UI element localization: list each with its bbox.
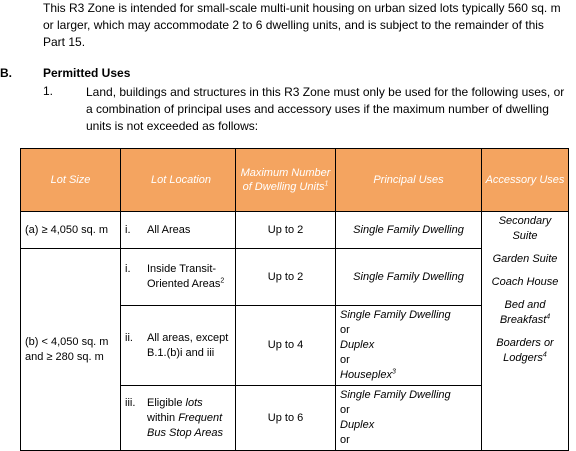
- lot-location-cell: [121, 386, 236, 451]
- principal-houseplex: Houseplex: [340, 369, 392, 381]
- principal-use-line: Duplex: [340, 339, 375, 351]
- location-text: [147, 396, 231, 441]
- accessory-coach-house: Coach House: [491, 276, 559, 288]
- accessory-garden-suite: Garden Suite: [492, 253, 558, 265]
- accessory-bed-and-breakfast: [486, 298, 564, 328]
- header-lot-location: Lot Location: [121, 149, 236, 212]
- principal-or: or: [340, 354, 350, 366]
- location-lots: lots: [185, 396, 203, 409]
- accessory-bnb-label: Bed and Breakfast: [499, 299, 547, 326]
- principal-or: or: [340, 404, 350, 416]
- lot-location-cell: [121, 306, 236, 386]
- max-units-cell: Up to 2: [236, 212, 336, 249]
- table-row: [21, 212, 569, 249]
- location-text: All Areas: [147, 223, 191, 236]
- principal-uses-cell: Single Family Dwelling: [336, 249, 482, 306]
- footnote-1: 1: [324, 180, 329, 188]
- header-principal-uses: Principal Uses: [336, 149, 482, 212]
- principal-use-line: [340, 368, 477, 383]
- location-pre: Eligible: [147, 396, 186, 409]
- footnote-4b: 4: [542, 351, 547, 359]
- location-label: Inside Transit-Oriented Areas: [147, 263, 221, 290]
- principal-uses-cell: [336, 386, 482, 451]
- location-number: i.: [125, 263, 131, 275]
- footnote-3: 3: [391, 368, 396, 376]
- table-header-row: [21, 149, 569, 212]
- principal-use-line: Single Family Dwelling: [340, 309, 451, 321]
- location-mid: within: [147, 411, 179, 424]
- location-number: ii.: [125, 331, 133, 344]
- lot-size-cell: (b) < 4,050 sq. m and ≥ 280 sq. m: [21, 249, 121, 451]
- header-max-units: [236, 149, 336, 212]
- location-number: i.: [125, 223, 131, 236]
- item-number: 1.: [43, 84, 54, 98]
- accessory-secondary-suite: Secondary Suite: [498, 215, 552, 242]
- section-letter: B.: [0, 66, 12, 80]
- accessory-boarders-label: Boarders or Lodgers: [496, 337, 554, 364]
- header-accessory-uses: Accessory Uses: [482, 149, 569, 212]
- location-number: iii.: [125, 396, 136, 409]
- section-title: Permitted Uses: [43, 66, 131, 80]
- header-max-units-label: Maximum Number of Dwelling Units: [240, 167, 331, 193]
- item-text: Land, buildings and structures in this R3 Zone must only be used for the following uses, or a combination of principal uses and accessory uses if the maximum number of dwelling units is not exceeded as follows:: [86, 85, 565, 133]
- header-lot-size: Lot Size: [21, 149, 121, 212]
- max-units-cell: Up to 2: [236, 249, 336, 306]
- location-text: [147, 262, 231, 292]
- lot-location-cell: [121, 212, 236, 249]
- lot-size-cell: (a) ≥ 4,050 sq. m: [21, 212, 121, 249]
- location-fbs: Frequent Bus Stop Areas: [147, 411, 224, 439]
- principal-uses-cell: Single Family Dwelling: [336, 212, 482, 249]
- intro-paragraph: This R3 Zone is intended for small-scale multi-unit housing on urban sized lots typically 560 sq. m or larger, which may accommodate 2 to 6 dwelling units, and is subject to the remainder of this Part 15.: [43, 1, 561, 49]
- accessory-boarders: [486, 336, 564, 366]
- location-text: All areas, except B.1.(b)i and iii: [147, 331, 229, 359]
- footnote-2: 2: [220, 277, 225, 285]
- principal-use-line: Single Family Dwelling: [340, 389, 451, 401]
- max-units-cell: Up to 6: [236, 386, 336, 451]
- principal-or: or: [340, 434, 350, 446]
- permitted-uses-table: [20, 148, 569, 451]
- footnote-4: 4: [546, 313, 551, 321]
- lot-location-cell: [121, 249, 236, 306]
- principal-or: or: [340, 324, 350, 336]
- principal-use-line: Duplex: [340, 419, 375, 431]
- max-units-cell: Up to 4: [236, 306, 336, 386]
- accessory-uses-cell: [482, 212, 569, 451]
- principal-uses-cell: [336, 306, 482, 386]
